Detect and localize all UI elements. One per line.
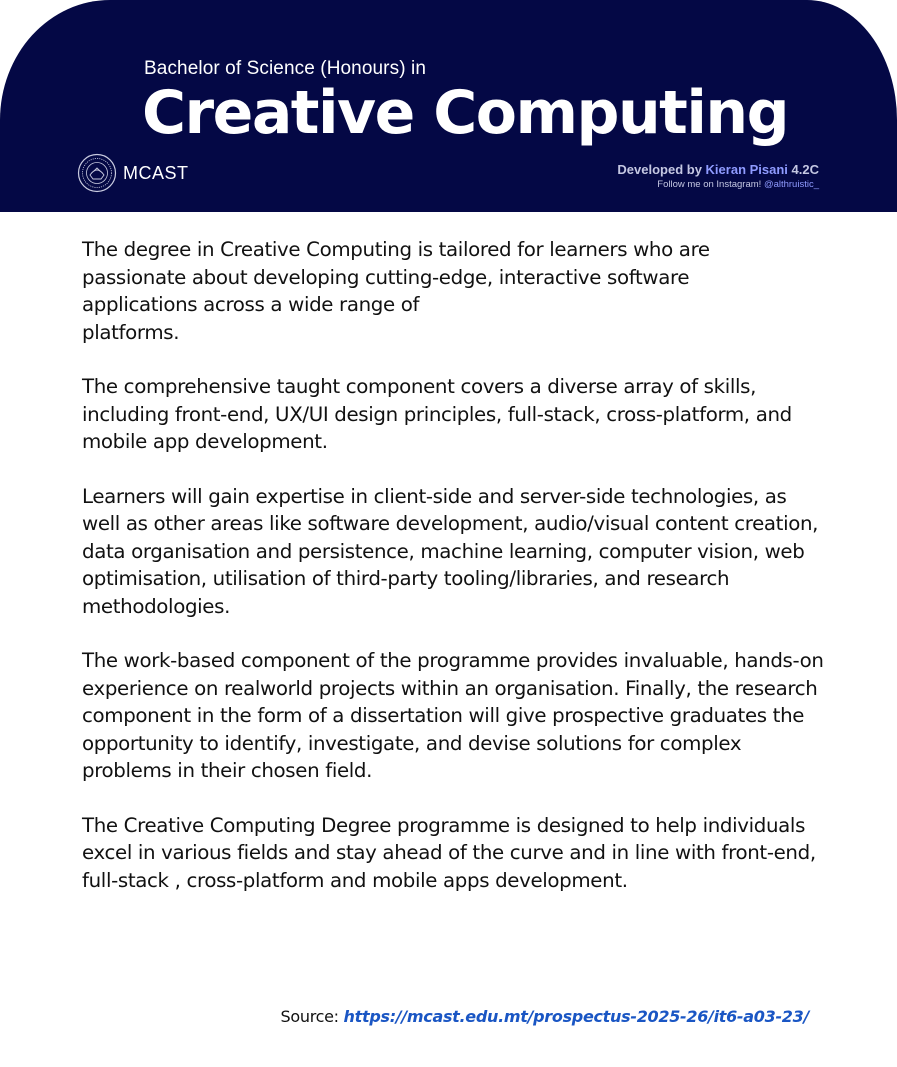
paragraph: Learners will gain expertise in client-side and server-side technologies, as well as other areas like software development, audio/visual content creation, data organisation and persistence, machine learning, computer vision, web optimisation, utilisation of third-party tooling/libraries, and research methodologies. bbox=[82, 484, 819, 618]
paragraph bbox=[82, 236, 782, 346]
paragraph: The comprehensive taught component covers a diverse array of skills, including front-end, UX/UI design principles, full-stack, cross-platform, and mobile app development. bbox=[82, 375, 792, 453]
header-banner bbox=[0, 0, 897, 212]
instagram-line bbox=[617, 179, 819, 190]
developer-credit bbox=[617, 162, 819, 190]
mcast-seal-icon bbox=[77, 153, 117, 193]
instagram-handle[interactable]: @althruistic_ bbox=[763, 179, 819, 190]
paragraph-1-text: The degree in Creative Computing is tailored for learners who are passionate about developing cutting-edge, interactive software applications across a wide range of bbox=[82, 238, 710, 316]
developed-by-line bbox=[617, 162, 819, 177]
description-body bbox=[82, 236, 827, 921]
page-title: Creative Computing bbox=[142, 78, 789, 148]
developer-name: Kieran Pisani bbox=[705, 162, 788, 177]
paragraph: The work-based component of the programme provides invaluable, hands-on experience on realworld projects within an organisation. Finally, the research component in the form of a dissertation will give prospective graduates the opportunity to identify, investigate, and devise solutions for complex problems in their chosen field. bbox=[82, 649, 824, 782]
logo-text: MCAST bbox=[123, 162, 189, 183]
source-link[interactable]: https://mcast.edu.mt/prospectus-2025-26/it6-a03-23/ bbox=[343, 1007, 809, 1026]
developer-class: 4.2C bbox=[787, 162, 819, 177]
paragraph-1-tail: platforms. bbox=[82, 320, 180, 344]
mcast-logo bbox=[77, 153, 189, 193]
degree-subtitle: Bachelor of Science (Honours) in bbox=[144, 58, 427, 79]
source-credit bbox=[281, 1007, 809, 1026]
follow-prefix: Follow me on Instagram! bbox=[657, 179, 764, 190]
paragraph: The Creative Computing Degree programme is designed to help individuals excel in various fields and stay ahead of the curve and in line with front-end, full-stack , cross-platform and mobile apps development. bbox=[82, 813, 816, 892]
developed-prefix: Developed by bbox=[617, 162, 706, 177]
source-label: Source: bbox=[280, 1007, 344, 1026]
